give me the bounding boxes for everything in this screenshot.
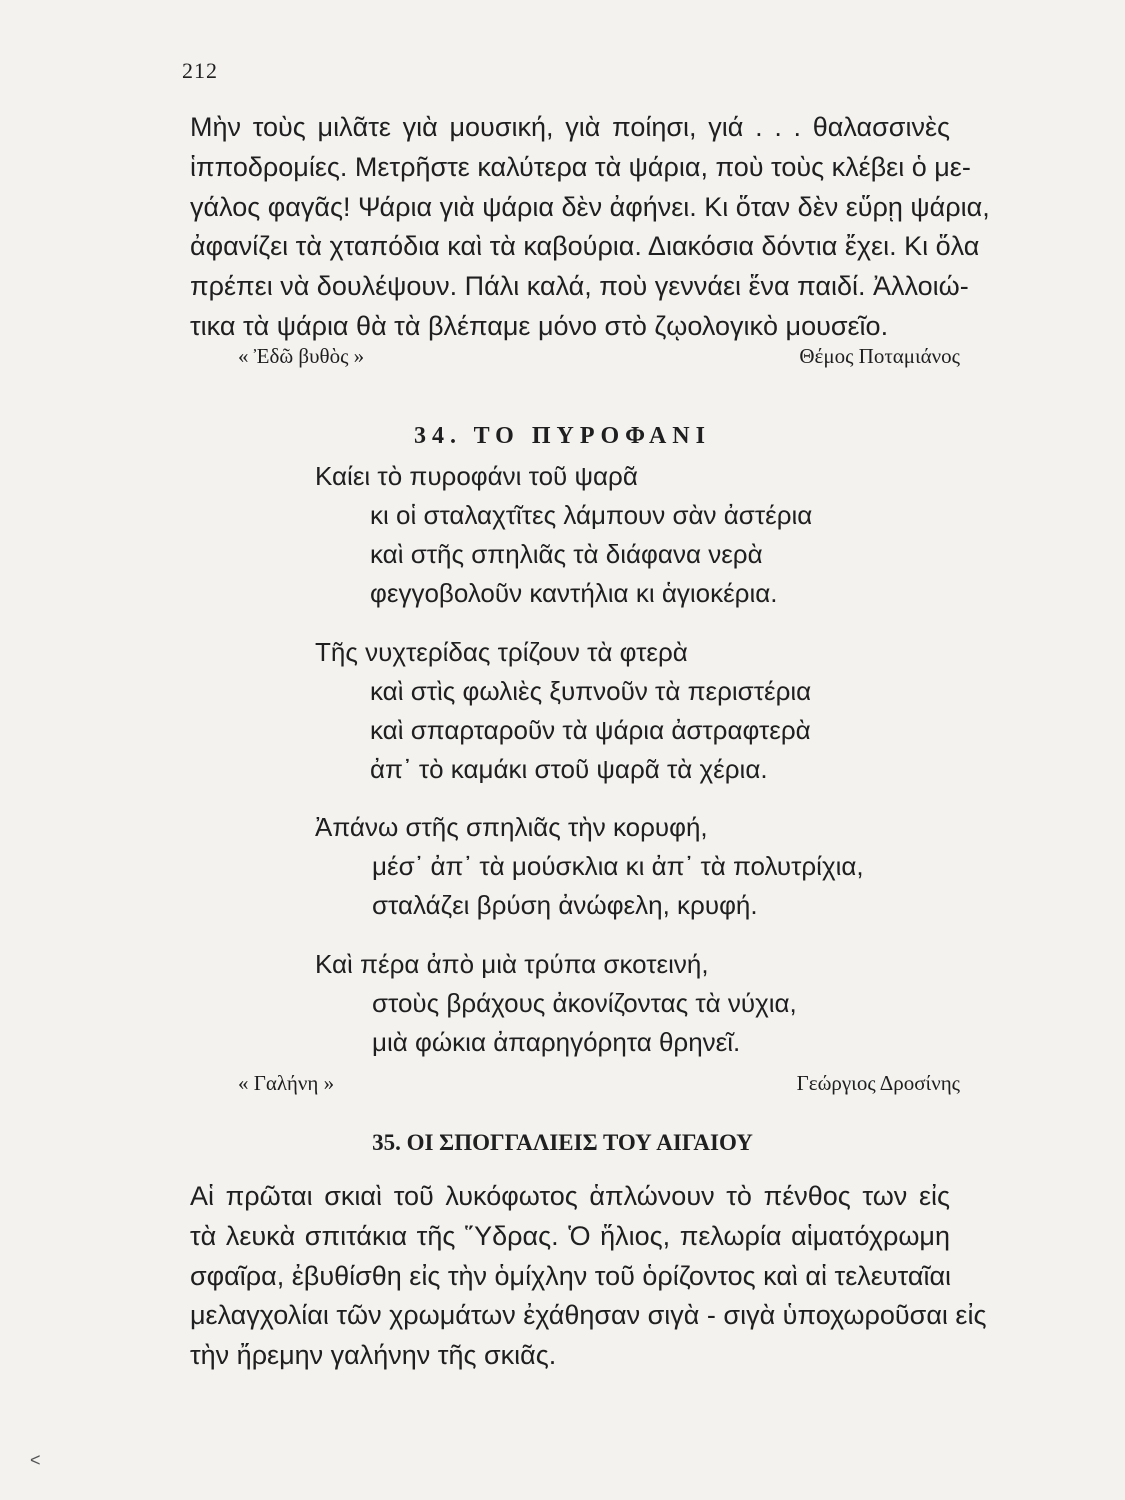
poem-line: Καὶ πέρα ἀπὸ μιὰ τρύπα σκοτεινή, xyxy=(315,949,709,979)
prose-passage-1 xyxy=(190,108,990,347)
poem-line: μέσ᾿ ἀπ᾿ τὰ μούσκλια κι ἀπ᾿ τὰ πολυτρίχια, xyxy=(372,851,864,881)
poem-line: καὶ σπαρταροῦν τὰ ψάρια ἀστραφτερὰ xyxy=(370,715,811,745)
source-author: Γεώργιος Δροσίνης xyxy=(796,1071,960,1095)
poem-line: ἀπ᾿ τὸ καμάκι στοῦ ψαρᾶ τὰ χέρια. xyxy=(370,754,768,784)
poem-line: Ἀπάνω στῆς σπηλιᾶς τὴν κορυφή, xyxy=(315,812,708,842)
poem-line: κι οἱ σταλαχτῖτες λάμπουν σὰν ἀστέρια xyxy=(370,500,813,530)
text-line: μελαγχολίαι τῶν χρωμάτων ἐχάθησαν σιγὰ - σιγὰ ὑποχωροῦσαι εἰς xyxy=(190,1300,987,1331)
poem-line: μιὰ φώκια ἀπαρηγόρητα θρηνεῖ. xyxy=(372,1027,741,1057)
poem-line: καὶ στὶς φωλιὲς ξυπνοῦν τὰ περιστέρια xyxy=(370,676,812,706)
prose-passage-2 xyxy=(190,1177,987,1376)
poem-stanza-2 xyxy=(315,633,811,789)
poem-stanza-3 xyxy=(315,808,864,925)
text-line: τικα τὰ ψάρια θὰ τὰ βλέπαμε μόνο στὸ ζῳολογικὸ μουσεῖο. xyxy=(190,310,889,341)
margin-mark: ˂ xyxy=(30,1450,41,1470)
source-work: « Γαλήνη » xyxy=(238,1071,335,1095)
page-number: 212 xyxy=(182,58,218,83)
section-heading-34: 34. ΤΟ ΠΥΡΟΦΑΝΙ xyxy=(414,423,711,449)
poem-line: Καίει τὸ πυροφάνι τοῦ ψαρᾶ xyxy=(315,461,638,491)
section-heading-35: 35. ΟΙ ΣΠΟΓΓΑΛΙΕΙΣ ΤΟΥ ΑΙΓΑΙΟΥ xyxy=(372,1130,753,1155)
text-line: σφαῖρα, ἐβυθίσθη εἰς τὴν ὁμίχλην τοῦ ὁρίζοντος καὶ αἱ τελευταῖαι xyxy=(190,1260,952,1291)
text-line: Αἱ πρῶται σκιαὶ τοῦ λυκόφωτος ἁπλώνουν τὸ πένθος των εἰς xyxy=(190,1181,950,1211)
source-author: Θέμος Ποταμιάνος xyxy=(799,344,960,368)
poem-line: Τῆς νυχτερίδας τρίζουν τὰ φτερὰ xyxy=(315,637,688,667)
text-line: ἀφανίζει τὰ χταπόδια καὶ τὰ καβούρια. Διακόσια δόντια ἔχει. Κι ὅλα xyxy=(190,231,980,262)
text-line: τὰ λευκὰ σπιτάκια τῆς Ὕδρας. Ὁ ἥλιος, πελωρία αἱματόχρωμη xyxy=(190,1220,950,1251)
poem-line: στοὺς βράχους ἀκονίζοντας τὰ νύχια, xyxy=(372,988,797,1018)
poem-line: καὶ στῆς σπηλιᾶς τὰ διάφανα νερὰ xyxy=(370,539,763,569)
text-line: πρέπει νὰ δουλέψουν. Πάλι καλά, ποὺ γεννάει ἕνα παιδί. Ἀλλοιώ- xyxy=(190,271,969,302)
text-line: τὴν ἤρεμην γαλήνην τῆς σκιᾶς. xyxy=(190,1340,557,1371)
source-attribution-1 xyxy=(238,344,960,369)
text-line: γάλος φαγᾶς! Ψάρια γιὰ ψάρια δὲν ἀφήνει. Κι ὅταν δὲν εὕρῃ ψάρια, xyxy=(190,191,990,222)
poem-stanza-1 xyxy=(315,457,812,613)
text-line: ἱπποδρομίες. Μετρῆστε καλύτερα τὰ ψάρια, ποὺ τοὺς κλέβει ὁ με- xyxy=(190,151,971,182)
poem-line: φεγγοβολοῦν καντήλια κι ἁγιοκέρια. xyxy=(370,578,778,608)
source-work: « Ἐδῶ βυθὸς » xyxy=(238,344,365,368)
poem-stanza-4 xyxy=(315,945,797,1062)
poem-line: σταλάζει βρύση ἀνώφελη, κρυφή. xyxy=(372,890,758,920)
text-line: Μὴν τοὺς μιλᾶτε γιὰ μουσική, γιὰ ποίησι, γιά . . . θαλασσινὲς xyxy=(190,112,950,142)
source-attribution-2 xyxy=(238,1071,960,1096)
